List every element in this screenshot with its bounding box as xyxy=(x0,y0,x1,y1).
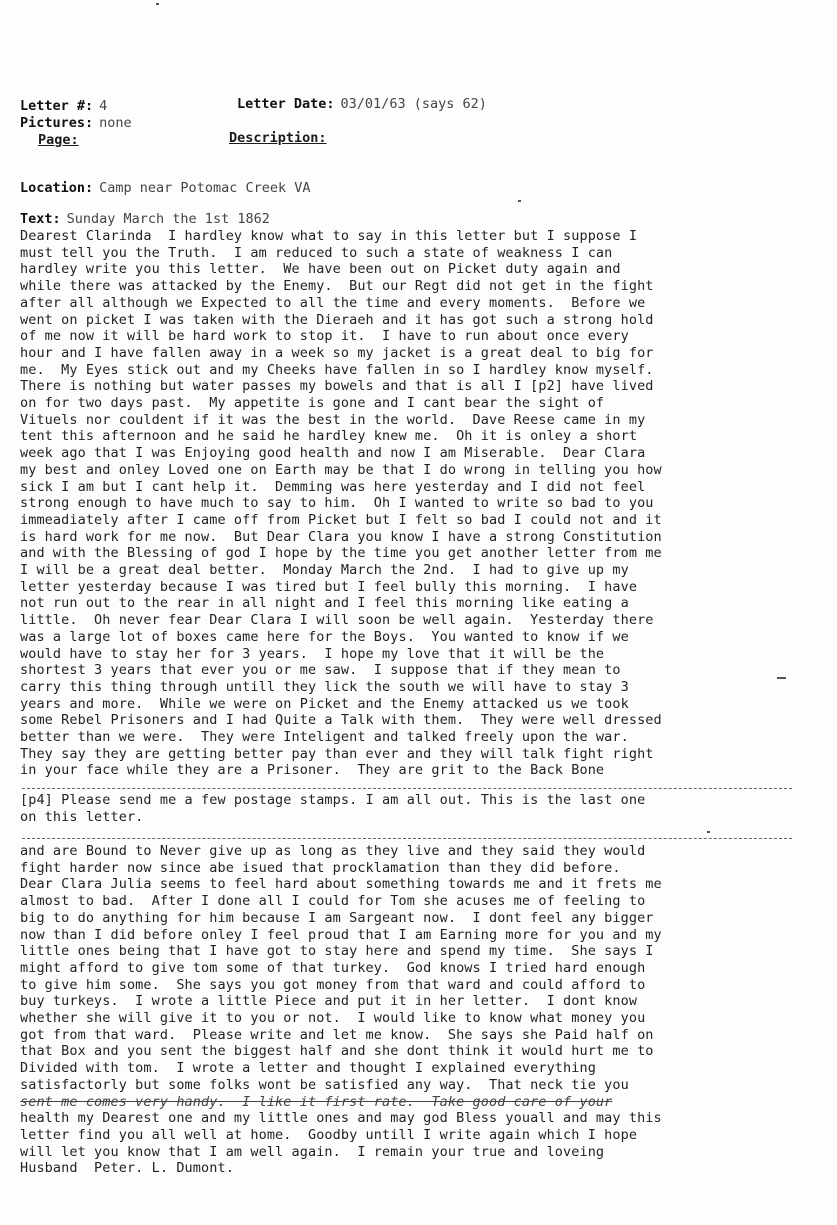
text-line: to give him some. She says you got money from that ward and could afford to xyxy=(20,977,646,993)
text-line: better than we were. They were Inteligent and talked freely upon the war. xyxy=(20,729,629,745)
text-line: my best and onley Loved one on Earth may be that I do wrong in telling you how xyxy=(20,462,662,478)
text-label: Text: xyxy=(20,211,61,227)
text-line: would have to stay her for 3 years. I hope my love that it will be the xyxy=(20,646,605,662)
text-line: must tell you the Truth. I am reduced to such a state of weakness I can xyxy=(20,245,613,261)
text-line: is hard work for me now. But Dear Clara you know I have a strong Constitution xyxy=(20,529,662,545)
text-line: and with the Blessing of god I hope by the time you get another letter from me xyxy=(20,545,662,561)
pictures-label: Pictures: xyxy=(20,115,94,131)
text-line: while there was attacked by the Enemy. But our Regt did not get in the fight xyxy=(20,278,654,294)
page-label: Page: xyxy=(38,132,79,148)
text-line: I will be a great deal better. Monday March the 2nd. I had to give up my xyxy=(20,562,629,578)
text-line: big to do anything for him because I am Sargeant now. I dont feel any bigger xyxy=(20,910,654,926)
text-line: Vituels nor couldent if it was the best in the world. Dave Reese came in my xyxy=(20,412,646,428)
text-line: now than I did before onley I feel proud that I am Earning more for you and my xyxy=(20,927,662,943)
text-line: and are Bound to Never give up as long as they live and they said they would xyxy=(20,843,646,859)
text-line: Dear Clara Julia seems to feel hard about something towards me and it frets me xyxy=(20,876,662,892)
text-line: sick I am but I cant help it. Demming was here yesterday and I did not feel xyxy=(20,479,646,495)
text-line: Divided with tom. I wrote a letter and thought I explained everything xyxy=(20,1060,596,1076)
text-line: on this letter. xyxy=(20,809,144,825)
location-label: Location: xyxy=(20,180,94,196)
text-line: in your face while they are a Prisoner. They are grit to the Back Bone xyxy=(20,762,605,778)
letter-number-row xyxy=(20,98,107,114)
text-line: letter yesterday because I was tired but I feel bully this morning. I have xyxy=(20,579,638,595)
text-line: health my Dearest one and my little ones and may god Bless youall and may this xyxy=(20,1110,662,1126)
text-line: They say they are getting better pay than ever and they will talk fight right xyxy=(20,746,654,762)
letter-number: 4 xyxy=(99,98,108,114)
text-line: tent this afternoon and he said he hardley knew me. Oh it is onley a short xyxy=(20,428,638,444)
text-line: hour and I have fallen away in a week so my jacket is a great deal to big for xyxy=(20,345,654,361)
text-line: There is nothing but water passes my bowels and that is all I [p2] have lived xyxy=(20,378,654,394)
text-line: week ago that I was Enjoying good health and now I am Miserable. Dear Clara xyxy=(20,445,646,461)
text-line: that Box and you sent the biggest half and she dont think it would hurt me to xyxy=(20,1043,654,1059)
letter-date: 03/01/63 (says 62) xyxy=(340,96,487,112)
text-line: buy turkeys. I wrote a little Piece and put it in her letter. I dont know xyxy=(20,993,638,1009)
text-line: some Rebel Prisoners and I had Quite a Talk with them. They were well dressed xyxy=(20,712,662,728)
letter-date-row xyxy=(237,96,487,112)
text-line: sent me comes very handy. I like it first rate. Take good care of your xyxy=(20,1094,613,1110)
text-line: whether she will give it to you or not. I would like to know what money you xyxy=(20,1010,646,1026)
text-row xyxy=(20,211,270,227)
separator-bottom xyxy=(22,838,792,839)
text-line: carry this thing through untill they lick the south we will have to stay 3 xyxy=(20,679,629,695)
text-line: will let you know that I am well again. I remain your true and loveing xyxy=(20,1144,605,1160)
text-line: fight harder now since abe isued that procklamation than they did before. xyxy=(20,860,621,876)
text-line: was a large lot of boxes came here for the Boys. You wanted to know if we xyxy=(20,629,629,645)
pictures-value: none xyxy=(99,115,132,131)
separator-top xyxy=(22,788,792,789)
text-line: of me now it will be hard work to stop it. I have to run about once every xyxy=(20,328,629,344)
text-line: Dearest Clarinda I hardley know what to say in this letter but I suppose I xyxy=(20,228,638,244)
text-line: Husband Peter. L. Dumont. xyxy=(20,1160,234,1176)
speck xyxy=(777,677,786,679)
text-line: satisfactorly but some folks wont be satisfied any way. That neck tie you xyxy=(20,1077,629,1093)
text-line: not run out to the rear in all night and I feel this morning like eating a xyxy=(20,595,629,611)
text-line: hardley write you this letter. We have been out on Picket duty again and xyxy=(20,261,621,277)
text-line: me. My Eyes stick out and my Cheeks have fallen in so I hardley know myself. xyxy=(20,362,654,378)
description-label: Description: xyxy=(229,130,327,146)
text-line: went on picket I was taken with the Dieraeh and it has got such a strong hold xyxy=(20,312,654,328)
text-line: immeadiately after I came off from Picket but I felt so bad I could not and it xyxy=(20,512,662,528)
letter-number-label: Letter #: xyxy=(20,98,94,114)
text-first-line: Sunday March the 1st 1862 xyxy=(66,211,270,227)
speck xyxy=(518,200,521,202)
letter-date-label: Letter Date: xyxy=(237,96,335,112)
location-value: Camp near Potomac Creek VA xyxy=(99,180,311,196)
location-row xyxy=(20,180,310,196)
pictures-row xyxy=(20,115,132,131)
text-line: got from that ward. Please write and let me know. She says she Paid half on xyxy=(20,1027,654,1043)
text-line: [p4] Please send me a few postage stamps. I am all out. This is the last one xyxy=(20,792,646,808)
speck xyxy=(156,3,159,5)
speck xyxy=(707,831,710,833)
text-line: on for two days past. My appetite is gone and I cant bear the sight of xyxy=(20,395,605,411)
page-row xyxy=(38,132,79,148)
text-line: little ones being that I have got to stay here and spend my time. She says I xyxy=(20,943,654,959)
text-line: shortest 3 years that ever you or me saw. I suppose that if they mean to xyxy=(20,662,621,678)
text-line: almost to bad. After I done all I could for Tom she acuses me of feeling to xyxy=(20,893,646,909)
text-line: years and more. While we were on Picket and the Enemy attacked us we took xyxy=(20,696,629,712)
text-line: letter find you all well at home. Goodby untill I write again which I hope xyxy=(20,1127,638,1143)
text-line: might afford to give tom some of that turkey. God knows I tried hard enough xyxy=(20,960,646,976)
text-line: little. Oh never fear Dear Clara I will soon be well again. Yesterday there xyxy=(20,612,654,628)
text-line: after all although we Expected to all the time and every moments. Before we xyxy=(20,295,646,311)
text-line: strong enough to have much to say to him. Oh I wanted to write so bad to you xyxy=(20,495,654,511)
description-row xyxy=(229,130,327,146)
